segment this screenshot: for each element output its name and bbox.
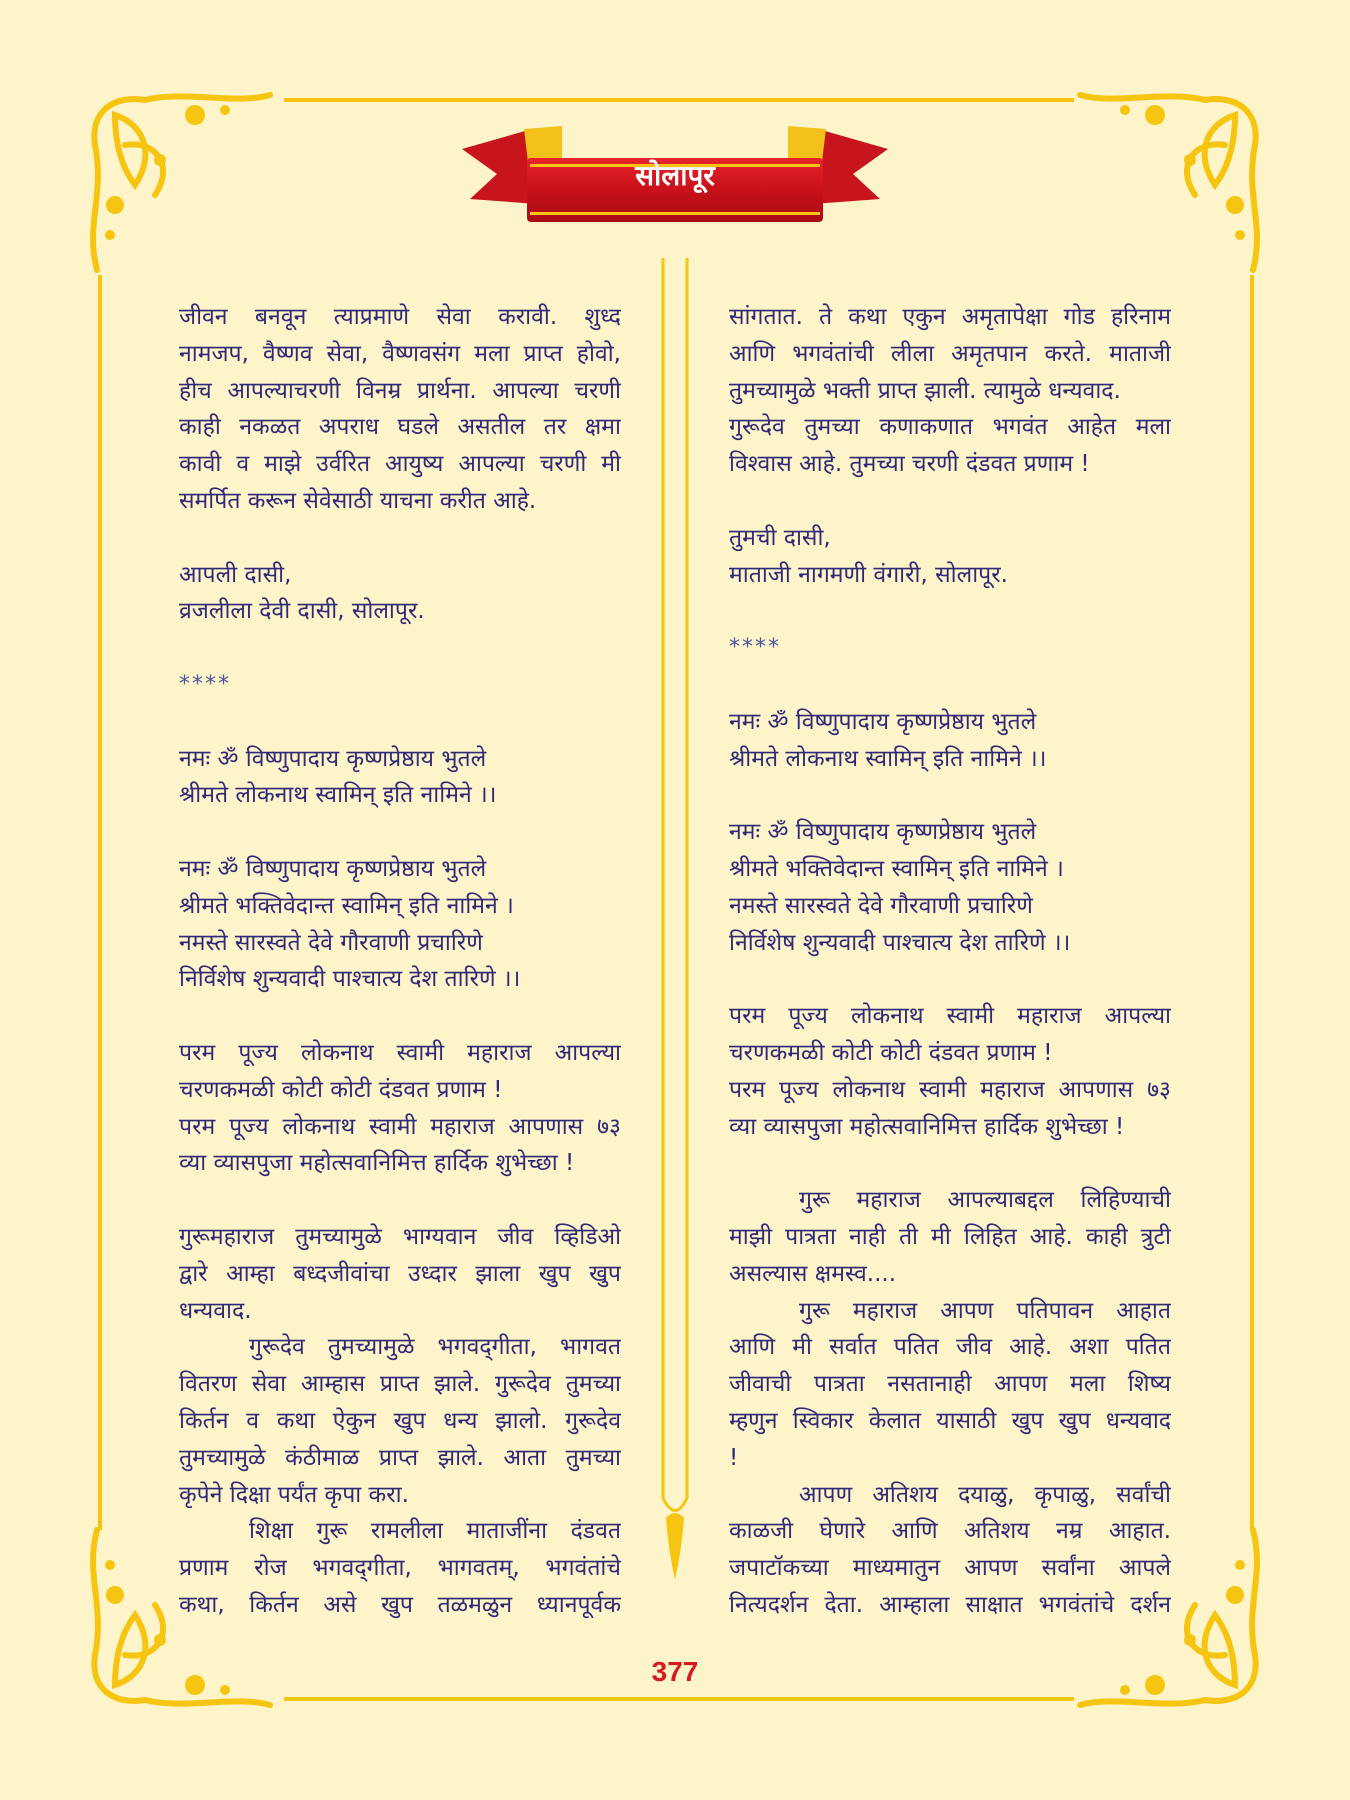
spacer [179,704,621,741]
text-line: कावी व माझे उर्वरित आयुष्य आपल्या चरणी मी [179,451,621,478]
verse-block [179,741,621,815]
text-line: जपाटॉकच्या माध्यमातुन आपण सर्वांना आपले [729,1555,1171,1582]
text-line: विश्वास आहे. तुमच्या चरणी दंडवत प्रणाम ! [729,451,1090,478]
verse-block [179,851,621,998]
text-line: काही नकळत अपराध घडले असतील तर क्षमा [179,414,621,441]
frame-right-line [1250,275,1254,1530]
frame-left-line [98,275,102,1530]
right-column [729,299,1171,1624]
text-line: माझी पात्रता नाही ती मी लिहित आहे. काही त्रुटी [729,1223,1171,1250]
paragraph [179,299,621,520]
text-line: व्या व्यासपुजा महोत्सवानिमित्त हार्दिक शुभेच्छा ! [179,1150,575,1177]
paragraph [729,1293,1171,1477]
text-line: परम पूज्य लोकनाथ स्वामी महाराज आपल्या [729,1003,1171,1030]
text-line: शिक्षा गुरू रामलीला माताजींना दंडवत [249,1518,621,1545]
spacer [179,630,621,667]
page-number: 377 [651,1656,699,1687]
paragraph [179,1109,621,1183]
text-line: चरणकमळी कोटी कोटी दंडवत प्रणाम ! [179,1076,503,1103]
paragraph [179,1329,621,1513]
text-line: नमः ॐ विष्णुपादाय कृष्णप्रेष्ठाय भुतले [729,819,1037,846]
text-line: गुरू महाराज आपल्याबद्दल लिहिण्याची [799,1187,1171,1214]
text-line: श्रीमते लोकनाथ स्वामिन् इति नामिने ।। [729,745,1047,772]
paragraph [179,1219,621,1329]
paragraph [729,998,1171,1072]
text-line: निर्विशेष शुन्यवादी पाश्चात्य देश तारिणे ।। [729,929,1071,956]
text-line: श्रीमते भक्तिवेदान्त स्वामिन् इति नामिने । [729,855,1064,882]
text-line: द्वारे आम्हा बध्दजीवांचा उध्दार झाला खुप खुप [179,1260,621,1287]
page-title: सोलापूर [635,159,715,192]
paragraph [179,1035,621,1109]
text-line: निर्विशेष शुन्यवादी पाश्चात्य देश तारिणे ।। [179,966,521,993]
text-line: नमस्ते सारस्वते देवे गौरवाणी प्रचारिणे [729,892,1033,919]
text-line: गुरूदेव तुमच्यामुळे भगवद्‌गीता, भागवत [249,1334,621,1361]
text-line: प्रणाम रोज भगवद्‌गीता, भागवतम्, भगवंतांचे [179,1555,621,1582]
text-line: गुरू महाराज आपण पतिपावन आहात [799,1297,1171,1324]
text-line: हीच आपल्याचरणी विनम्र प्रार्थना. आपल्या चरणी [179,377,621,404]
spacer [179,814,621,851]
paragraph [729,299,1171,409]
spacer [729,777,1171,814]
text-line: नमस्ते सारस्वते देवे गौरवाणी प्रचारिणे [179,929,483,956]
text-line: नित्यदर्शन देता. आम्हाला साक्षात भगवंतांचे दर्शन [729,1591,1171,1618]
paragraph [729,1072,1171,1146]
text-line: जीवाची पात्रता नसतानाही आपण मला शिष्य [729,1371,1171,1398]
text-line: तुमच्यामुळे कंठीमाळ प्राप्त झाले. आता तुमच्या [179,1444,621,1471]
section-separator [179,667,621,704]
section-separator [729,630,1171,667]
text-line: परम पूज्य लोकनाथ स्वामी महाराज आपल्या [179,1039,621,1066]
text-line: ! [729,1444,739,1471]
spacer [729,667,1171,704]
text-line: म्हणुन स्विकार केलात यासाठी खुप खुप धन्यवाद [729,1407,1171,1434]
text-line: माताजी नागमणी वंगारी, सोलापूर. [729,561,1008,588]
text-line: काळजी घेणारे आणि अतिशय नम्र आहात. [729,1518,1171,1545]
text-line: आणि मी सर्वात पतित जीव आहे. अशा पतित [729,1334,1171,1361]
text-line: तुमची दासी, [729,524,831,551]
spacer [179,1182,621,1219]
text-line: असल्यास क्षमस्व.... [729,1260,897,1287]
text-line: चरणकमळी कोटी कोटी दंडवत प्रणाम ! [729,1039,1053,1066]
text-line: धन्यवाद. [179,1297,252,1324]
spacer [179,520,621,557]
text-line: नमः ॐ विष्णुपादाय कृष्णप्रेष्ठाय भुतले [179,855,487,882]
text-line: परम पूज्य लोकनाथ स्वामी महाराज आपणास ७३ [179,1113,621,1140]
column-divider [660,258,690,1588]
corner-ornament-top-right [1065,85,1265,285]
text-line: तुमच्यामुळे भक्ती प्राप्त झाली. त्यामुळे धन्यवाद. [729,377,1121,404]
paragraph [179,1513,621,1623]
text-line: गुरूदेव तुमच्या कणाकणात भगवंत आहेत मला [729,414,1171,441]
text-line: परम पूज्य लोकनाथ स्वामी महाराज आपणास ७३ [729,1076,1171,1103]
left-column [179,299,621,1624]
text-line: कृपेने दिक्षा पर्यंत कृपा करा. [179,1481,409,1508]
text-line: समर्पित करून सेवेसाठी याचना करीत आहे. [179,487,537,514]
paragraph [729,1477,1171,1624]
text-line: व्या व्यासपुजा महोत्सवानिमित्त हार्दिक शुभेच्छा ! [729,1113,1125,1140]
text-line: **** [729,635,781,661]
text-line: नामजप, वैष्णव सेवा, वैष्णवसंग मला प्राप्त होवो, [179,340,621,367]
spacer [729,961,1171,998]
text-line: **** [179,671,231,697]
text-line: सांगतात. ते कथा एकुन अमृतापेक्षा गोड हरिनाम [729,304,1171,330]
paragraph [729,409,1171,483]
text-line: वितरण सेवा आम्हास प्राप्त झाले. गुरूदेव तुमच्या [179,1371,621,1398]
text-line: आपण अतिशय दयाळु, कृपाळु, सर्वांची [799,1481,1171,1508]
text-line: जीवन बनवून त्याप्रमाणे सेवा करावी. शुध्द [179,304,621,330]
text-line: गुरूमहाराज तुमच्यामुळे भाग्यवान जीव व्हिडिओ [179,1223,621,1250]
verse-block [729,814,1171,961]
text-line: व्रजलीला देवी दासी, सोलापूर. [179,598,425,625]
frame-bottom-line [284,1697,1074,1701]
text-line: कथा, किर्तन असे खुप तळमळुन ध्यानपूर्वक [179,1591,621,1618]
text-line: श्रीमते भक्तिवेदान्त स्वामिन् इति नामिने । [179,892,514,919]
verse-block [729,520,1171,594]
spacer [179,998,621,1035]
verse-block [179,557,621,631]
frame-top-line [284,98,1074,102]
paragraph [729,1182,1171,1292]
text-line: नमः ॐ विष्णुपादाय कृष्णप्रेष्ठाय भुतले [179,745,487,772]
spacer [729,483,1171,520]
spacer [729,1145,1171,1182]
text-line: किर्तन व कथा ऐकुन खुप धन्य झालो. गुरूदेव [179,1407,621,1434]
text-line: आणि भगवंतांची लीला अमृतपान करते. माताजी [729,340,1171,367]
verse-block [729,704,1171,778]
text-line: नमः ॐ विष्णुपादाय कृष्णप्रेष्ठाय भुतले [729,708,1037,735]
text-line: आपली दासी, [179,561,292,588]
text-line: श्रीमते लोकनाथ स्वामिन् इति नामिने ।। [179,782,497,809]
spacer [729,593,1171,630]
corner-ornament-top-left [85,85,285,285]
